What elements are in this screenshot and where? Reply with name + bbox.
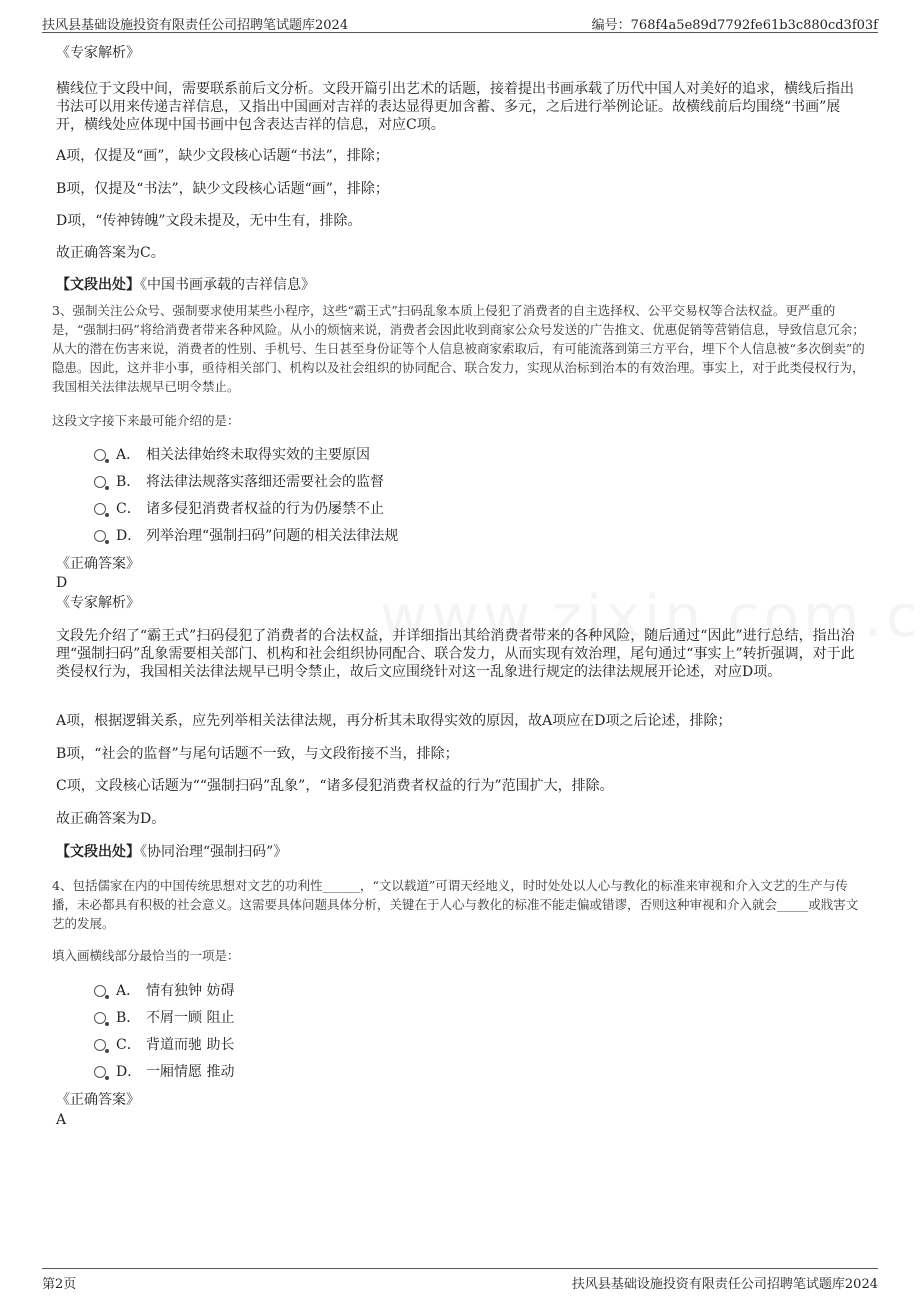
page-number: 第2页 xyxy=(42,1277,77,1292)
radio-icon[interactable] xyxy=(94,985,106,997)
option-letter: D． xyxy=(116,1064,142,1080)
option-text: 不屑一顾 阻止 xyxy=(146,1010,235,1026)
radio-icon[interactable] xyxy=(94,1012,106,1024)
option-letter: C． xyxy=(116,1037,141,1053)
option-letter: B． xyxy=(116,1010,141,1026)
q3-analysis-label: 《专家解析》 xyxy=(56,595,140,611)
radio-icon[interactable] xyxy=(94,476,106,488)
option-text: 情有独钟 妨碍 xyxy=(146,983,235,999)
option-text: 列举治理“强制扫码”问题的相关法律法规 xyxy=(146,528,399,544)
q3-source-label: 【文段出处】 xyxy=(56,844,140,860)
q2-elim-a: A项，仅提及“画”，缺少文段核心话题“书法”，排除； xyxy=(56,148,389,164)
radio-icon[interactable] xyxy=(94,503,106,515)
q3-option-a[interactable] xyxy=(94,446,370,464)
q3-analysis-text: 文段先介绍了“霸王式”扫码侵犯了消费者的合法权益，并详细指出其给消费者带来的各种风险，随后通过“因此”进行总结，指出治理“强制扫码”乱象需要相关部门、机构和社会组织协同配合、联合发力，从而实现有效治理，尾句通过“事实上”转折强调，对于此类侵权行为，我国相关法律法规早已明令禁止，故后文应围绕针对这一乱象进行规定的法律法规展开论述，对应D项。 xyxy=(56,628,855,680)
page-footer xyxy=(42,1268,878,1293)
q2-conclusion: 故正确答案为C。 xyxy=(56,245,165,261)
option-text: 相关法律始终未取得实效的主要原因 xyxy=(146,447,370,463)
option-letter: C． xyxy=(116,501,141,517)
q4-option-b[interactable] xyxy=(94,1009,234,1027)
q3-answer: D xyxy=(56,575,68,591)
q3-source-title: 《协同治理“强制扫码”》 xyxy=(140,844,288,860)
page-header xyxy=(42,10,878,33)
q3-option-c[interactable] xyxy=(94,500,384,518)
option-letter: A． xyxy=(116,447,141,463)
q4-option-a[interactable] xyxy=(94,982,234,1000)
option-text: 背道而驰 助长 xyxy=(146,1037,235,1053)
option-text: 诸多侵犯消费者权益的行为仍屡禁不止 xyxy=(146,501,384,517)
q3-answer-label: 《正确答案》 xyxy=(56,556,140,572)
q2-source-title: 《中国书画承载的吉祥信息》 xyxy=(140,277,315,293)
option-text: 一厢情愿 推动 xyxy=(146,1064,235,1080)
q2-elim-b: B项，仅提及“书法”，缺少文段核心话题“画”，排除； xyxy=(56,181,389,197)
q3-elim-a: A项，根据逻辑关系，应先列举相关法律法规，再分析其未取得实效的原因，故A项应在D项之后论述，排除； xyxy=(56,713,732,729)
q3-question: 这段文字接下来最可能介绍的是： xyxy=(52,413,240,428)
q3-conclusion: 故正确答案为D。 xyxy=(56,811,166,827)
q2-analysis-text: 横线位于文段中间，需要联系前后文分析。文段开篇引出艺术的话题，接着提出书画承载了历代中国人对美好的追求，横线后指出书法可以用来传递吉祥信息，又指出中国画对吉祥的表达显得更加含蓄、多元，之后进行举例论证。故横线前后均围绕“书画”展开，横线处应体现中国书画中包含表达吉祥的信息，对应C项。 xyxy=(56,81,854,133)
header-doc-id: 编号：768f4a5e89d7792fe61b3c880cd3f03f xyxy=(591,18,878,33)
q3-passage: 3、强制关注公众号、强制要求使用某些小程序，这些“霸王式”扫码乱象本质上侵犯了消费者的自主选择权、公平交易权等合法权益。更严重的是，“强制扫码”将给消费者带来各种风险。从小的烦恼来说，消费者会因此收到商家公众号发送的广告推文、优惠促销等营销信息，导致信息冗余；从大的潜在伤害来说，消费者的性别、手机号、生日甚至身份证等个人信息被商家索取后，有可能流落到第三方平台，埋下个人信息被“多次倒卖”的隐患。因此，这并非小事，亟待相关部门、机构以及社会组织的协同配合、联合发力，实现从治标到治本的有效治理。事实上，对于此类侵权行为，我国相关法律法规早已明令禁止。 xyxy=(52,303,865,394)
option-letter: A． xyxy=(116,983,141,999)
q3-option-b[interactable] xyxy=(94,473,384,491)
header-title: 扶风县基础设施投资有限责任公司招聘笔试题库2024 xyxy=(42,18,349,33)
q2-analysis-label: 《专家解析》 xyxy=(56,45,140,61)
q4-answer: A xyxy=(56,1112,67,1128)
q3-elim-b: B项，“社会的监督”与尾句话题不一致，与文段衔接不当，排除； xyxy=(56,746,459,762)
q4-answer-label: 《正确答案》 xyxy=(56,1092,140,1108)
q2-source-label: 【文段出处】 xyxy=(56,277,140,293)
q4-option-c[interactable] xyxy=(94,1036,234,1054)
option-letter: B． xyxy=(116,474,141,490)
q3-source xyxy=(56,843,866,861)
q3-option-d[interactable] xyxy=(94,527,398,545)
radio-icon[interactable] xyxy=(94,530,106,542)
q4-passage: 4、包括儒家在内的中国传统思想对文艺的功利性______，“文以载道”可谓天经地义，时时处处以人心与教化的标准来审视和介入文艺的生产与传播，未必都具有积极的社会意义。这需要具体问题具体分析，关键在于人心与教化的标准不能走偏或错谬，否则这种审视和介入就会_____或戕害文艺的发展。 xyxy=(52,878,859,931)
option-text: 将法律法规落实落细还需要社会的监督 xyxy=(146,474,384,490)
footer-title: 扶风县基础设施投资有限责任公司招聘笔试题库2024 xyxy=(571,1277,878,1292)
radio-icon[interactable] xyxy=(94,1066,106,1078)
q4-option-d[interactable] xyxy=(94,1063,234,1081)
q2-elim-d: D项，“传神铸魄”文段未提及，无中生有，排除。 xyxy=(56,213,362,229)
q3-elim-c: C项，文段核心话题为““强制扫码”乱象”，“诸多侵犯消费者权益的行为”范围扩大，排除。 xyxy=(56,778,614,794)
option-letter: D． xyxy=(116,528,142,544)
radio-icon[interactable] xyxy=(94,449,106,461)
radio-icon[interactable] xyxy=(94,1039,106,1051)
q2-source xyxy=(56,276,866,294)
q4-question: 填入画横线部分最恰当的一项是： xyxy=(52,948,240,963)
